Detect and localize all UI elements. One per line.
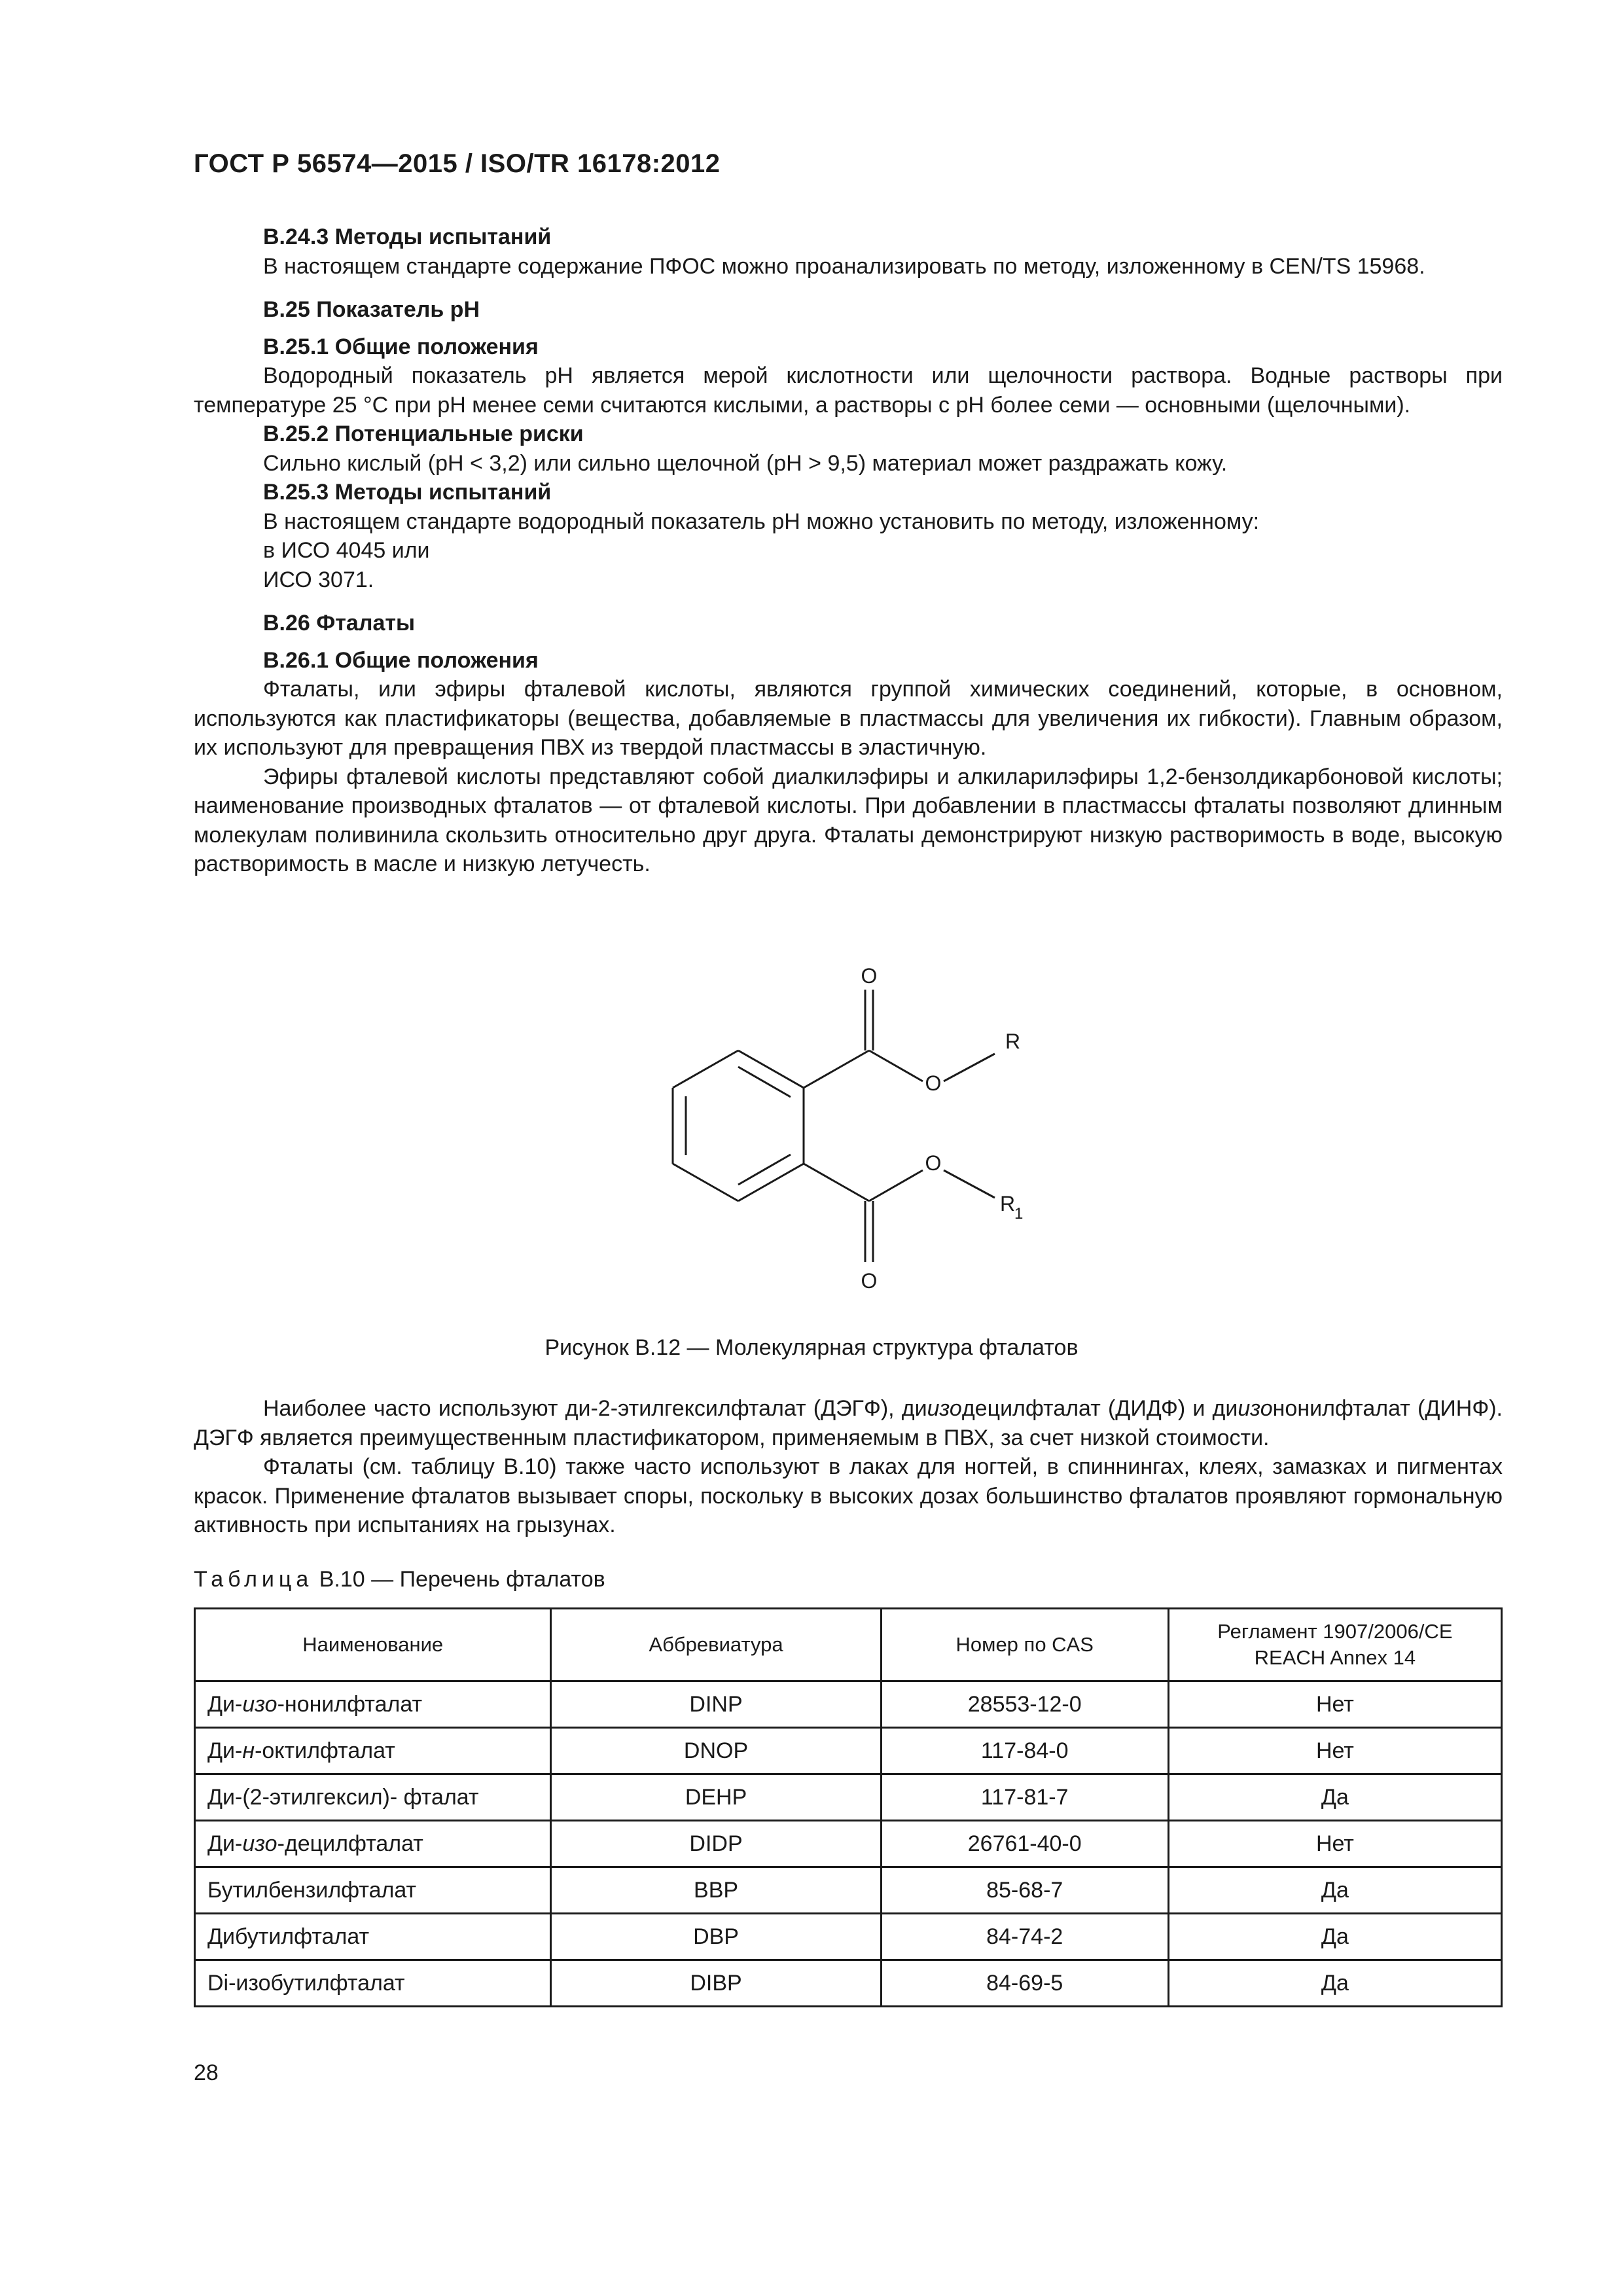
atom-o-ester-lower: O <box>925 1151 942 1175</box>
cell-regulation: Нет <box>1168 1821 1501 1867</box>
cell-regulation: Да <box>1168 1914 1501 1960</box>
phthalate-structure-figure <box>641 962 1099 1302</box>
atom-o-bottom: O <box>861 1269 878 1293</box>
section-heading-b252: B.25.2 Потенциальные риски <box>263 422 584 446</box>
paragraph: В настоящем стандарте водородный показатель рН можно установить по методу, изложенному: <box>263 509 1260 534</box>
table-row <box>195 1960 1502 2007</box>
benzene-ring <box>673 1050 804 1201</box>
cell-cas: 117-84-0 <box>881 1728 1168 1774</box>
cell-name: Ди-(2-этилгексил)- фталат <box>195 1774 551 1821</box>
cell-abbreviation: DNOP <box>551 1728 881 1774</box>
cell-name: Ди-н-октилфталат <box>195 1728 551 1774</box>
group-r1: R <box>1000 1192 1016 1215</box>
cell-cas: 84-69-5 <box>881 1960 1168 2007</box>
column-header-cas: Номер по CAS <box>881 1609 1168 1681</box>
phthalates-table <box>194 1607 1503 2007</box>
cell-abbreviation: DIDP <box>551 1821 881 1867</box>
table-row <box>195 1867 1502 1914</box>
paragraph: Сильно кислый (рН < 3,2) или сильно щелочной (рН > 9,5) материал может раздражать кожу. <box>263 450 1228 476</box>
section-heading-b253: B.25.3 Методы испытаний <box>263 480 552 505</box>
column-header-regulation: Регламент 1907/2006/CE REACH Annex 14 <box>1168 1609 1501 1681</box>
table-row <box>195 1681 1502 1728</box>
section-heading-b2443: B.24.3 Методы испытаний <box>263 224 552 249</box>
cell-cas: 85-68-7 <box>881 1867 1168 1914</box>
main-text <box>194 223 1503 879</box>
cell-cas: 84-74-2 <box>881 1914 1168 1960</box>
figure-caption: Рисунок B.12 — Молекулярная структура фталатов <box>544 1335 1079 1360</box>
group-r1-subscript: 1 <box>1014 1205 1024 1223</box>
section-heading-b25: B.25 Показатель рН <box>263 297 480 322</box>
cell-name: Ди-изо-нонилфталат <box>195 1681 551 1728</box>
list-item: ИСО 3071. <box>263 567 374 592</box>
table-caption: Таблица B.10 — Перечень фталатов <box>194 1567 605 1592</box>
post-figure-text <box>194 1394 1503 1540</box>
paragraph: Эфиры фталевой кислоты представляют собой диалкилэфиры и алкиларилэфиры 1,2-бензолдикарбоновой кислоты; наименование производных фталатов — от фталевой кислоты. При добавлении в пластмассы фталаты позволяют длинным молекулам поливинила скользить относительно друг друга. Фталаты демонстрируют низкую растворимость в воде, высокую растворимость в масле и низкую летучесть. <box>194 764 1503 876</box>
cell-name: Di-изобутилфталат <box>195 1960 551 2007</box>
cell-abbreviation: DIBP <box>551 1960 881 2007</box>
upper-ester-group <box>804 990 995 1088</box>
section-heading-b251: B.25.1 Общие положения <box>263 334 539 359</box>
cell-abbreviation: DINP <box>551 1681 881 1728</box>
table-row <box>195 1821 1502 1867</box>
cell-cas: 26761-40-0 <box>881 1821 1168 1867</box>
paragraph: Водородный показатель рН является мерой кислотности или щелочности раствора. Водные растворы при температуре 25 °С при рН менее семи считаются кислыми, а растворы с рН более семи — основными (щелочными). <box>194 363 1503 418</box>
paragraph: Фталаты (см. таблицу B.10) также часто используют в лаках для ногтей, в спиннингах, клеях, замазках и пигментах красок. Применение фталатов вызывает споры, поскольку в высоких дозах большинство фталатов проявляют гормональную активность при испытаниях на грызунах. <box>194 1454 1503 1537</box>
section-heading-b26: B.26 Фталаты <box>263 611 416 636</box>
cell-abbreviation: DEHP <box>551 1774 881 1821</box>
page-number: 28 <box>194 2060 219 2085</box>
cell-regulation: Нет <box>1168 1681 1501 1728</box>
cell-regulation: Нет <box>1168 1728 1501 1774</box>
paragraph: Фталаты, или эфиры фталевой кислоты, являются группой химических соединений, которые, в основном, используются как пластификаторы (вещества, добавляемые в пластмассы для увеличения их гибкости). Главным образом, их используют для превращения ПВХ из твердой пластмассы в эластичную. <box>194 677 1503 760</box>
cell-abbreviation: BBP <box>551 1867 881 1914</box>
cell-regulation: Да <box>1168 1774 1501 1821</box>
table-row <box>195 1728 1502 1774</box>
table-row <box>195 1774 1502 1821</box>
table-header-row <box>195 1609 1502 1681</box>
column-header-abbreviation: Аббревиатура <box>551 1609 881 1681</box>
list-item: в ИСО 4045 или <box>263 538 430 563</box>
section-heading-b261: B.26.1 Общие положения <box>263 647 539 673</box>
table-row <box>195 1914 1502 1960</box>
cell-name: Бутилбензилфталат <box>195 1867 551 1914</box>
cell-regulation: Да <box>1168 1960 1501 2007</box>
cell-cas: 28553-12-0 <box>881 1681 1168 1728</box>
cell-name: Дибутилфталат <box>195 1914 551 1960</box>
cell-cas: 117-81-7 <box>881 1774 1168 1821</box>
atom-o-ester-upper: O <box>925 1071 942 1095</box>
lower-ester-group <box>804 1164 995 1262</box>
document-header: ГОСТ Р 56574—2015 / ISO/TR 16178:2012 <box>194 149 721 178</box>
cell-regulation: Да <box>1168 1867 1501 1914</box>
cell-abbreviation: DBP <box>551 1914 881 1960</box>
column-header-name: Наименование <box>195 1609 551 1681</box>
group-r: R <box>1005 1030 1021 1053</box>
atom-o-top: O <box>861 964 878 988</box>
cell-name: Ди-изо-децилфталат <box>195 1821 551 1867</box>
paragraph: В настоящем стандарте содержание ПФОС можно проанализировать по методу, изложенному в CEN/TS 15968. <box>263 253 1425 279</box>
paragraph: Наиболее часто используют ди-2-этилгексилфталат (ДЭГФ), диизодецилфталат (ДИДФ) и диизононилфталат (ДИНФ). ДЭГФ является преимущественным пластификатором, применяемым в ПВХ, за счет низкой стоимости. <box>194 1396 1503 1450</box>
